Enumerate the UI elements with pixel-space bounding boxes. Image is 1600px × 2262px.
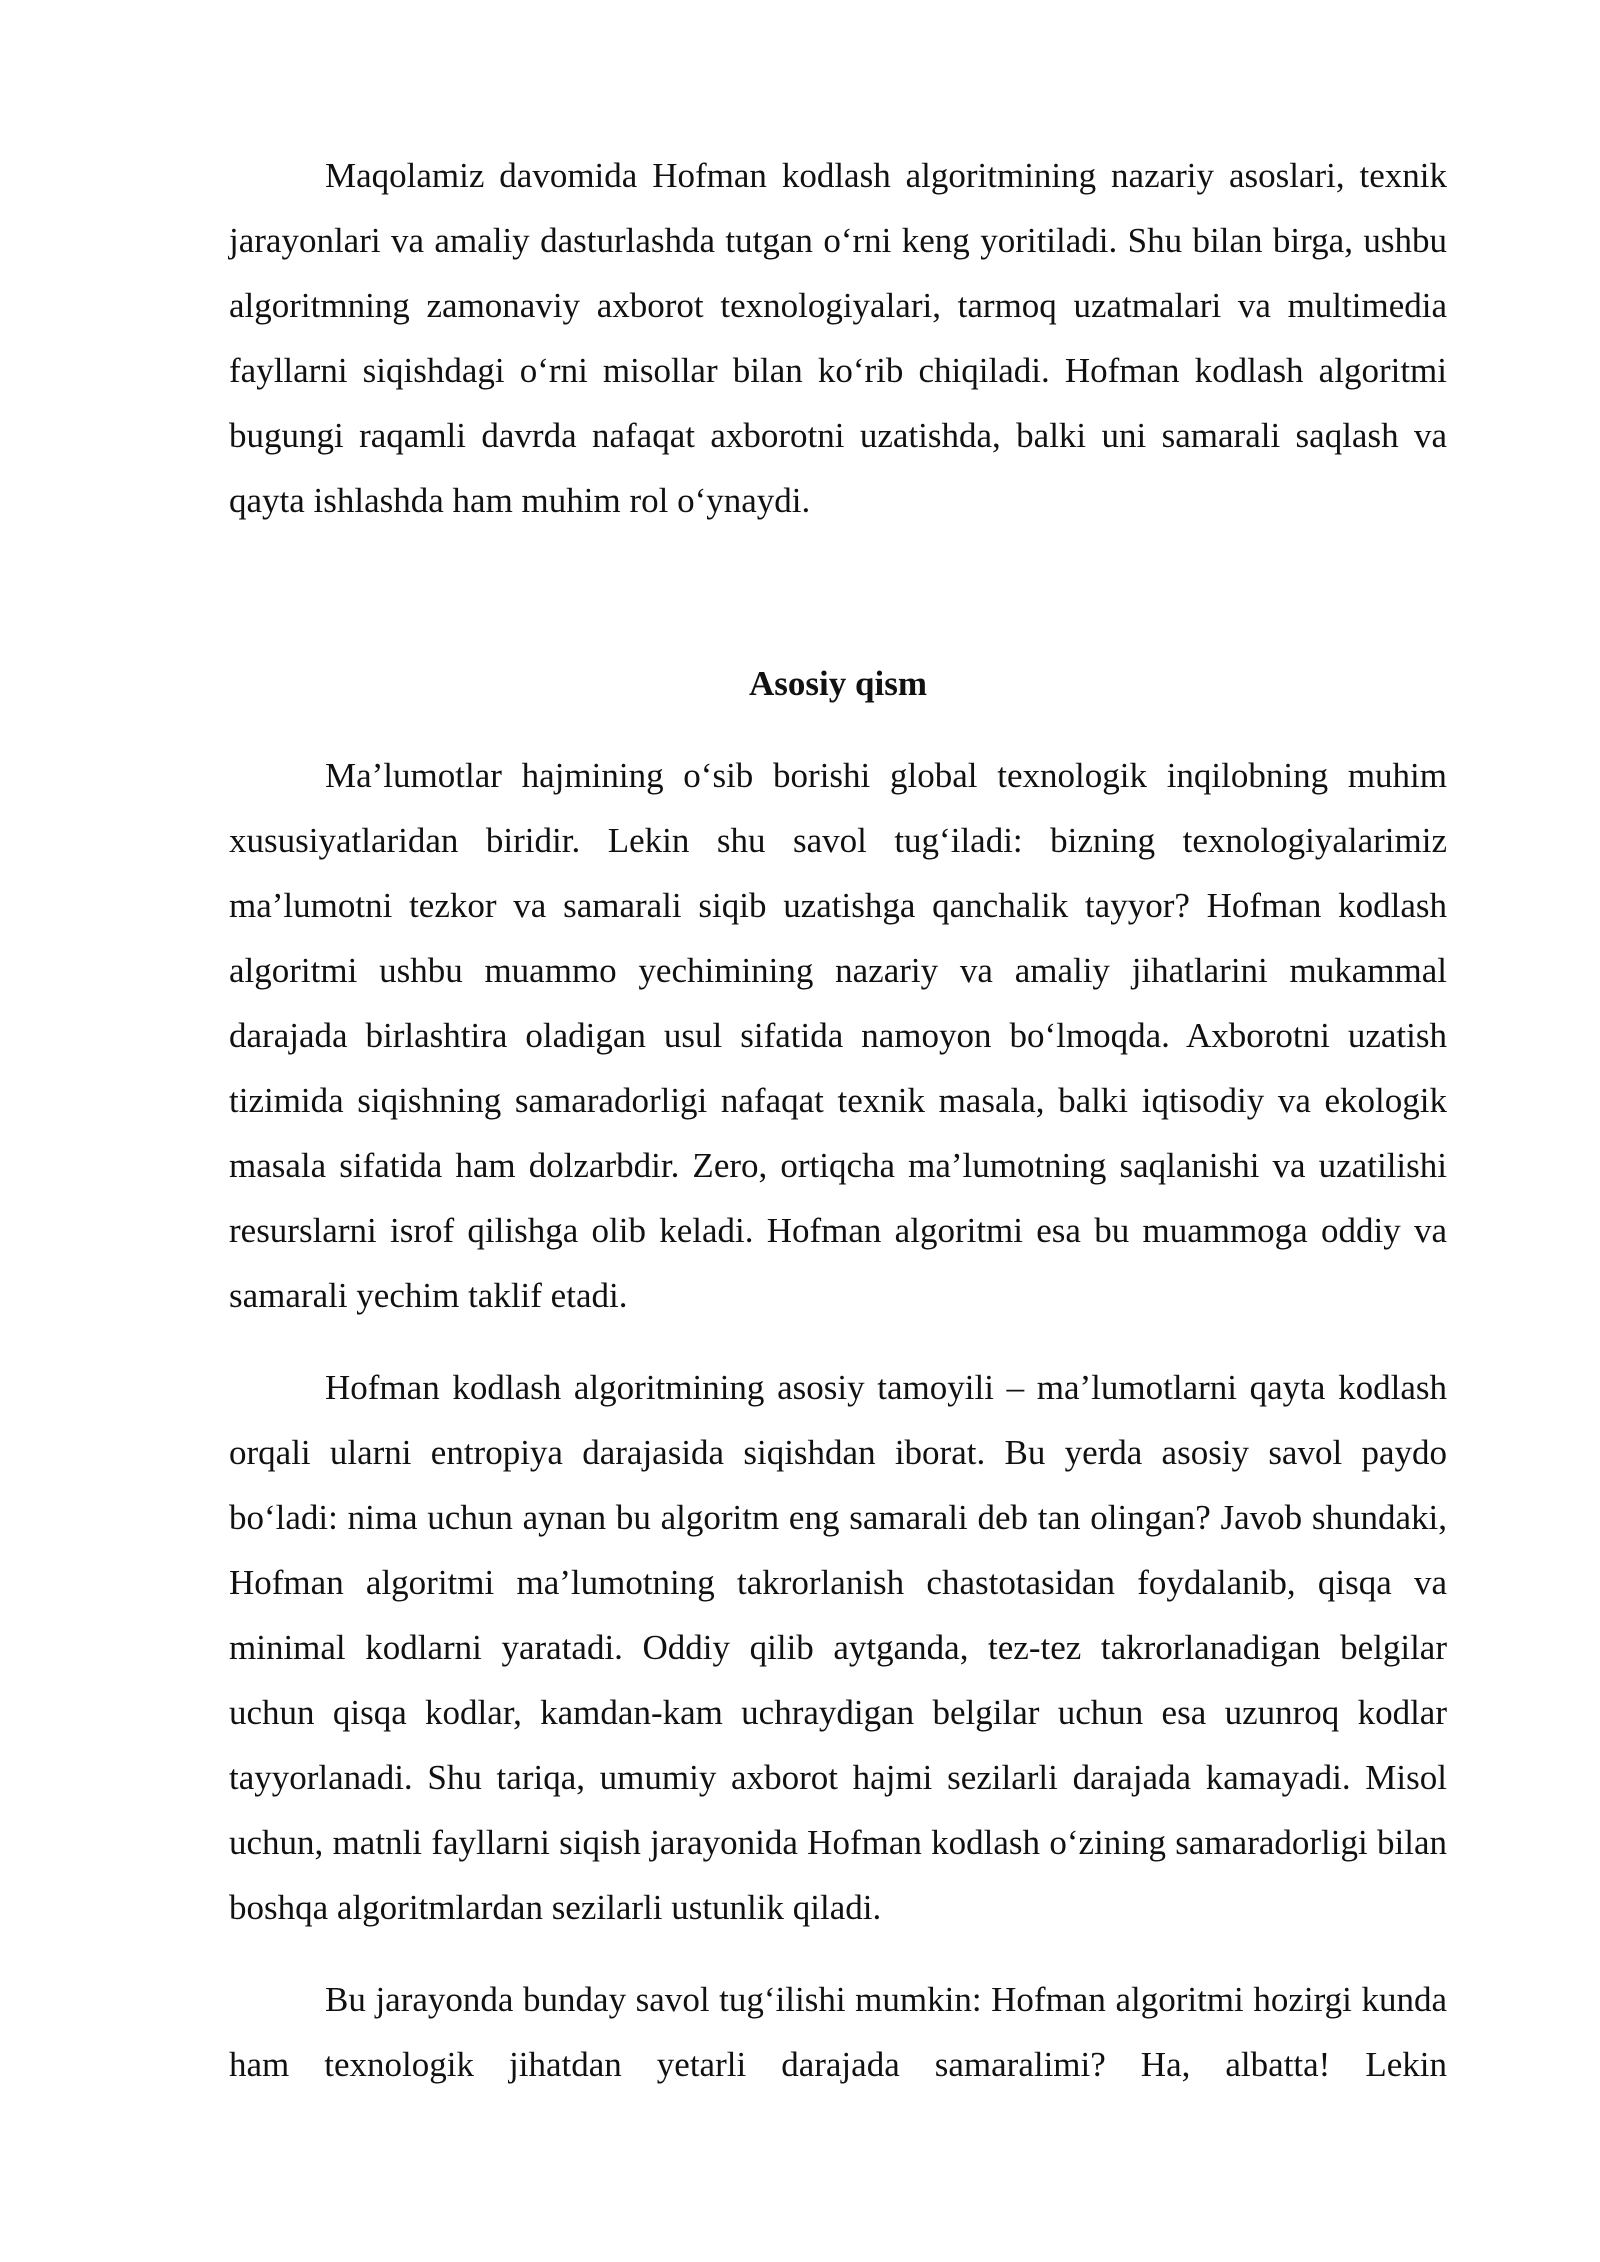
- intro-section: [229, 143, 1447, 533]
- body-paragraph-1: Ma’lumotlar hajmining o‘sib borishi global texnologik inqilobning muhim xususiyatlaridan biridir. Lekin shu savol tug‘iladi: bizning texnologiyalarimiz ma’lumotni tezkor va samarali siqib uzatishga qanchalik tayyor? Hofman kodlash algoritmi ushbu muammo yechimining nazariy va amaliy jihatlarini mukammal darajada birlashtira oladigan usul sifatida namoyon bo‘lmoqda. Axborotni uzatish tizimida siqishning samaradorligi nafaqat texnik masala, balki iqtisodiy va ekologik masala sifatida ham dolzarbdir. Zero, ortiqcha ma’lumotning saqlanishi va uzatilishi resurslarni isrof qilishga olib keladi. Hofman algoritmi esa bu muammoga oddiy va samarali yechim taklif etadi.: [229, 756, 1447, 1315]
- body-paragraph-3: Bu jarayonda bunday savol tug‘ilishi mumkin: Hofman algoritmi hozirgi kunda ham texnologik jihatdan yetarli darajada samaralimi? Ha, albatta! Lekin: [229, 1980, 1447, 2084]
- main-section: [229, 743, 1447, 2097]
- section-heading: Asosiy qism: [749, 664, 927, 703]
- body-paragraph-2: Hofman kodlash algoritmining asosiy tamoyili – ma’lumotlarni qayta kodlash orqali ularni entropiya darajasida siqishdan iborat. Bu yerda asosiy savol paydo bo‘ladi: nima uchun aynan bu algoritm eng samarali deb tan olingan? Javob shundaki, Hofman algoritmi ma’lumotning takrorlanish chastotasidan foydalanib, qisqa va minimal kodlarni yaratadi. Oddiy qilib aytganda, tez-tez takrorlanadigan belgilar uchun qisqa kodlar, kamdan-kam uchraydigan belgilar uchun esa uzunroq kodlar tayyorlanadi. Shu tariqa, umumiy axborot hajmi sezilarli darajada kamayadi. Misol uchun, matnli fayllarni siqish jarayonida Hofman kodlash o‘zining samaradorligi bilan boshqa algoritmlardan sezilarli ustunlik qiladi.: [229, 1368, 1447, 1927]
- intro-paragraph: Maqolamiz davomida Hofman kodlash algoritmining nazariy asoslari, texnik jarayonlari va amaliy dasturlashda tutgan o‘rni keng yoritiladi. Shu bilan birga, ushbu algoritmning zamonaviy axborot texnologiyalari, tarmoq uzatmalari va multimedia fayllarni siqishdagi o‘rni misollar bilan ko‘rib chiqiladi. Hofman kodlash algoritmi bugungi raqamli davrda nafaqat axborotni uzatishda, balki uni samarali saqlash va qayta ishlashda ham muhim rol o‘ynaydi.: [229, 156, 1447, 520]
